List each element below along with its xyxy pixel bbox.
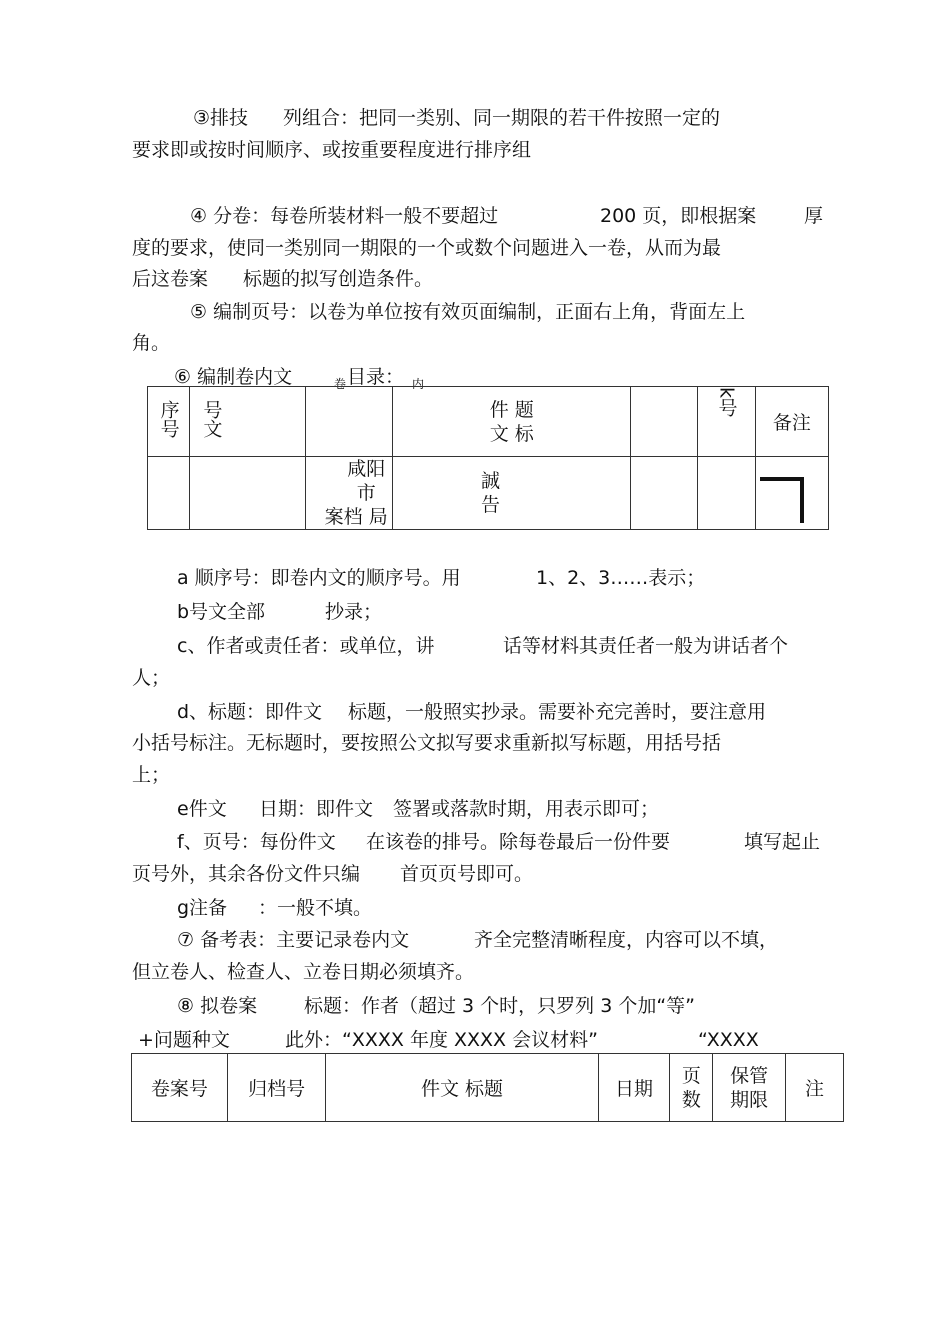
catalog-cell-author: 咸阳市 案档 局 (306, 457, 393, 530)
catalog-header-note: 备注 (755, 387, 828, 457)
catalog-cell-seq (148, 457, 190, 530)
para-volume-title-line2c: “XXXX (698, 1029, 759, 1051)
para-volume-title-line2b: 此外：“XXXX 年度 XXXX 会议材料” (285, 1029, 598, 1051)
item-f-4: 页号外，其余各份文件只编 (132, 863, 361, 885)
para-catalog-line1b: 卷 (334, 377, 347, 391)
para-volume-title-line2a: +问题种文 (138, 1029, 230, 1051)
item-f-3: 填写起止 (744, 831, 821, 853)
volume-table-header (132, 1054, 844, 1122)
para-catalog-line1a: ⑥ 编制卷内文 (174, 366, 293, 388)
para-arrange-line1a: ③排技 (193, 107, 249, 129)
para-split-line1a: ④ 分卷：每卷所装材料一般不要超过 (190, 205, 499, 227)
volume-header-title: 件文 标题 (326, 1054, 598, 1122)
item-e-2: 日期：即件文 (259, 798, 374, 820)
catalog-table-row (148, 457, 829, 530)
item-g-1: g注备 (177, 897, 228, 919)
volume-header-arch: 归档号 (227, 1054, 326, 1122)
item-e-1: e件文 (177, 798, 227, 820)
catalog-cell-page (698, 457, 756, 530)
catalog-header-title: 件 题 文 标 (393, 387, 631, 457)
para-split-line3a: 后这卷案 (132, 268, 209, 290)
item-g-2: ：一般不填。 (258, 897, 373, 919)
volume-header-period: 保管 期限 (713, 1054, 786, 1122)
corner-bracket-mark (760, 477, 804, 523)
volume-table (131, 1053, 844, 1122)
item-a-1: a 顺序号：即卷内文的顺序号。用 (177, 567, 461, 589)
item-b-2: 抄录； (325, 601, 383, 623)
catalog-header-author (306, 387, 393, 457)
item-d-2: 标题，一般照实抄录。需要补充完善时，要注意用 (348, 701, 767, 723)
para-volume-title-line1a: ⑧ 拟卷案 (177, 995, 258, 1017)
para-catalog-line1c: 目录： (347, 366, 405, 388)
catalog-header-page: k号 (698, 387, 756, 457)
volume-header-vol: 卷案号 (132, 1054, 228, 1122)
item-d-4: 上； (132, 764, 171, 786)
item-d-1: d、标题：即件文 (177, 701, 323, 723)
para-remarks-line2: 但立卷人、检查人、立卷日期必须填齐。 (132, 961, 475, 983)
catalog-table (147, 386, 829, 530)
item-d-3: 小括号标注。无标题时，要按照公文拟写要求重新拟写标题，用括号括 (132, 732, 722, 754)
para-remarks-line1b: 齐全完整清晰程度，内容可以不填， (474, 929, 779, 951)
para-volume-title-line1b: 标题：作者（超过 3 个时，只罗列 3 个加“等” (304, 995, 696, 1017)
item-a-2: 1、2、3……表示； (536, 567, 706, 589)
item-b-1: b号文全部 (177, 601, 266, 623)
item-f-2: 在该卷的排号。除每卷最后一份件要 (366, 831, 671, 853)
para-arrange-line1b: 列组合：把同一类别、同一期限的若干件按照一定的 (283, 107, 721, 129)
para-split-line1b: 200 页，即根据案 (600, 205, 757, 227)
item-c-3: 人； (132, 667, 171, 689)
catalog-cell-date (631, 457, 698, 530)
para-catalog-line1d: 内 (412, 377, 425, 391)
catalog-cell-title: 誠 告 (393, 457, 631, 530)
para-arrange-line2: 要求即或按时间顺序、或按重要程度进行排序组 (132, 139, 532, 161)
para-split-line2: 度的要求，使同一类别同一期限的一个或数个问题进入一卷，从而为最 (132, 237, 722, 259)
catalog-cell-doc (190, 457, 306, 530)
volume-header-note: 注 (786, 1054, 844, 1122)
catalog-table-header (148, 387, 829, 457)
para-remarks-line1a: ⑦ 备考表：主要记录卷内文 (177, 929, 410, 951)
item-e-3: 签署或落款时期，用表示即可； (393, 798, 660, 820)
item-f-5: 首页页号即可。 (400, 863, 534, 885)
para-split-line3b: 标题的拟写创造条件。 (243, 268, 434, 290)
item-c-1: c、作者或责任者：或单位，讲 (177, 635, 435, 657)
volume-header-pages: 页 数 (670, 1054, 713, 1122)
catalog-header-date (631, 387, 698, 457)
item-c-2: 话等材料其责任者一般为讲话者个 (503, 635, 789, 657)
para-paging-line2: 角。 (132, 332, 171, 354)
volume-header-date: 日期 (598, 1054, 670, 1122)
item-f-1: f、页号：每份件文 (177, 831, 336, 853)
catalog-header-doc: 号文 (190, 387, 306, 457)
para-paging-line1: ⑤ 编制页号：以卷为单位按有效页面编制，正面右上角，背面左上 (190, 301, 746, 323)
para-split-line1c: 厚 (804, 205, 824, 227)
catalog-header-seq: 序号 (148, 387, 190, 457)
